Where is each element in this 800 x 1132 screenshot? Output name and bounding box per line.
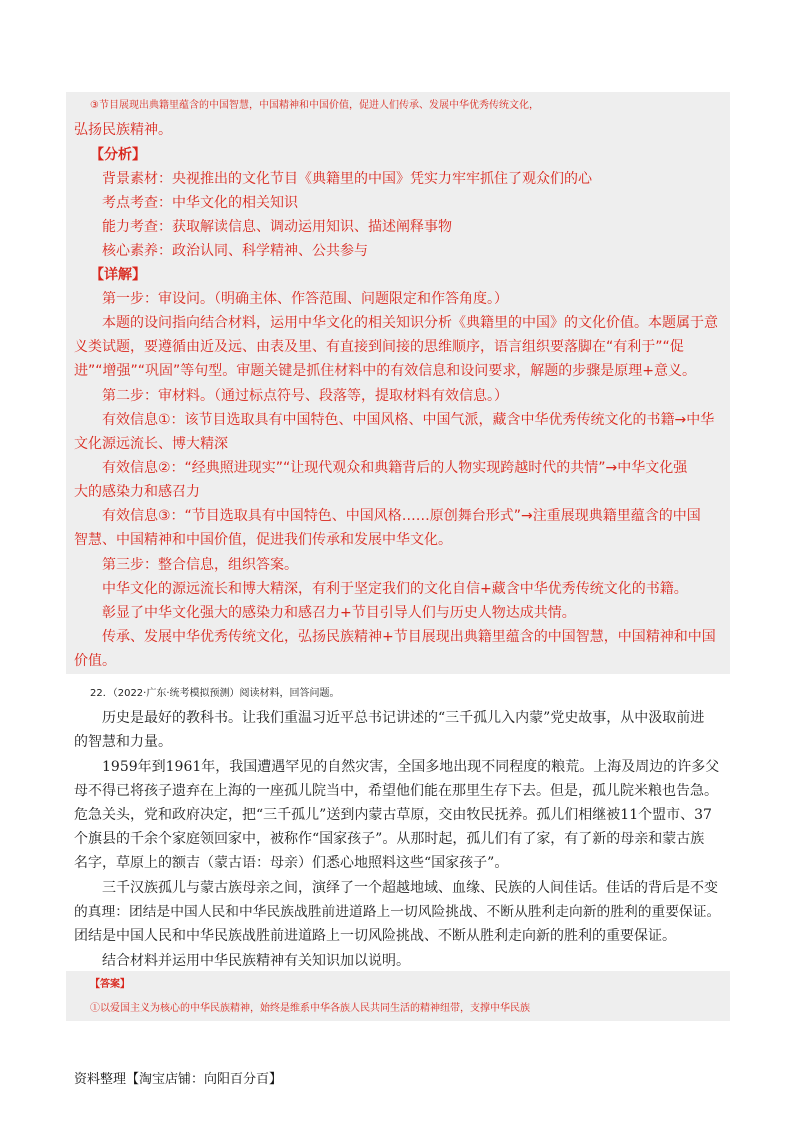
detail-step-1: 第一步：审设问。（明确主体、作答范围、问题限定和作答角度。） [102,291,508,307]
valid-info-1-cont: 文化源远流长、博大精深 [74,436,228,452]
answer-summary-3: 传承、发展中华优秀传统文化，弘扬民族精神+节目展现出典籍里蕴含的中国智慧，中国精神和中国 [102,629,716,645]
answer-summary-2: 彰显了中华文化强大的感染力和感召力+节目引导人们与历史人物达成共情。 [102,605,576,621]
answer-heading: 【答案】 [90,979,130,990]
valid-info-3: 有效信息③：“节目选取具有中国特色、中国风格……原创舞台形式”→注重展现典籍里蕴含的中国 [102,508,701,524]
detail-paragraph-1-line-3: 进”“增强”“巩固”等句型。审题关键是抓住材料中的有效信息和设问要求，解题的步骤是原理+意义。 [74,363,696,379]
detail-paragraph-1: 本题的设问指向结合材料，运用中华文化的相关知识分析《典籍里的中国》的文化价值。本题属于意 [102,315,718,331]
analysis-literacy: 核心素养：政治认同、科学精神、公共参与 [102,243,368,259]
analysis-exam-point: 考点考查：中华文化的相关知识 [102,195,298,211]
question-22-title: 22．（2022·广东·统考模拟预测）阅读材料，回答问题。 [90,688,340,699]
valid-info-2-cont: 大的感染力和感召力 [74,484,200,500]
material-paragraph-3: 三千汉族孤儿与蒙古族母亲之间，演绎了一个超越地域、血缘、民族的人间佳话。佳话的背后是不变 [102,880,718,896]
material-paragraph-2: 1959年到1961年，我国遭遇罕见的自然灾害，全国多地出现不同程度的粮荒。上海及周边的许多父 [102,759,720,775]
question-prompt: 结合材料并运用中华民族精神有关知识加以说明。 [102,953,410,969]
material-paragraph-2-line-5: 名字，草原上的额吉（蒙古语：母亲）们悉心地照料这些“国家孩子”。 [74,855,509,871]
material-paragraph-2-line-4: 个旗县的千余个家庭领回家中，被称作“国家孩子”。从那时起，孤儿们有了家，有了新的母亲和蒙古族 [74,831,705,847]
detail-heading: 【详解】 [90,267,146,283]
detail-paragraph-1-line-2: 义类试题，要遵循由近及远、由表及里、有直接到间接的思维顺序，语言组织要落脚在“有利于”“促 [74,339,684,355]
material-paragraph-3-line-2: 的真理：团结是中国人民和中华民族战胜前进道路上一切风险挑战、不断从胜利走向新的胜利的重要保证。 [74,904,721,920]
detail-step-2: 第二步：审材料。（通过标点符号、段落等，提取材料有效信息。） [102,388,508,404]
analysis-ability: 能力考查：获取解读信息、调动运用知识、描述阐释事物 [102,219,452,235]
detail-step-3: 第三步：整合信息，组织答案。 [102,557,298,573]
material-paragraph-1-cont: 的智慧和力量。 [74,734,172,750]
answer-point-3: ③节目展现出典籍里蕴含的中国智慧，中国精神和中国价值，促进人们传承、发展中华优秀传统文化， [90,100,539,111]
answer-summary-1: 中华文化的源远流长和博大精深，有利于坚定我们的文化自信+藏含中华优秀传统文化的书籍。 [102,581,688,597]
material-paragraph-1: 历史是最好的教科书。让我们重温习近平总书记讲述的“三千孤儿入内蒙”党史故事，从中汲取前进 [102,710,705,726]
answer-summary-3-cont: 价值。 [74,653,116,669]
material-paragraph-2-line-3: 危急关头，党和政府决定，把“三千孤儿”送到内蒙古草原，交由牧民抚养。孤儿们相继被11个盟市、37 [74,807,712,823]
answer-point-1: ①以爱国主义为核心的中华民族精神，始终是维系中华各族人民共同生活的精神纽带，支撑中华民族 [90,1003,530,1014]
material-paragraph-2-line-2: 母不得已将孩子遗弃在上海的一座孤儿院当中，希望他们能在那里生存下去。但是，孤儿院米粮也告急。 [74,783,718,799]
analysis-background: 背景素材：央视推出的文化节目《典籍里的中国》凭实力牢牢抓住了观众们的心 [102,171,592,187]
material-paragraph-3-line-3: 团结是中国人民和中华民族战胜前进道路上一切风险挑战、不断从胜利走向新的胜利的重要保证。 [74,928,676,944]
analysis-heading: 【分析】 [90,147,146,163]
footer-source: 资料整理【淘宝店铺：向阳百分百】 [74,1072,283,1087]
answer-point-3-cont: 弘扬民族精神。 [74,122,172,138]
valid-info-3-cont: 智慧、中国精神和中国价值，促进我们传承和发展中华文化。 [74,532,452,548]
valid-info-1: 有效信息①：该节目选取具有中国特色、中国风格、中国气派，藏含中华优秀传统文化的书籍→中华 [102,412,715,428]
valid-info-2: 有效信息②：“经典照进现实”“让现代观众和典籍背后的人物实现跨越时代的共情”→中华文化强 [102,460,688,476]
